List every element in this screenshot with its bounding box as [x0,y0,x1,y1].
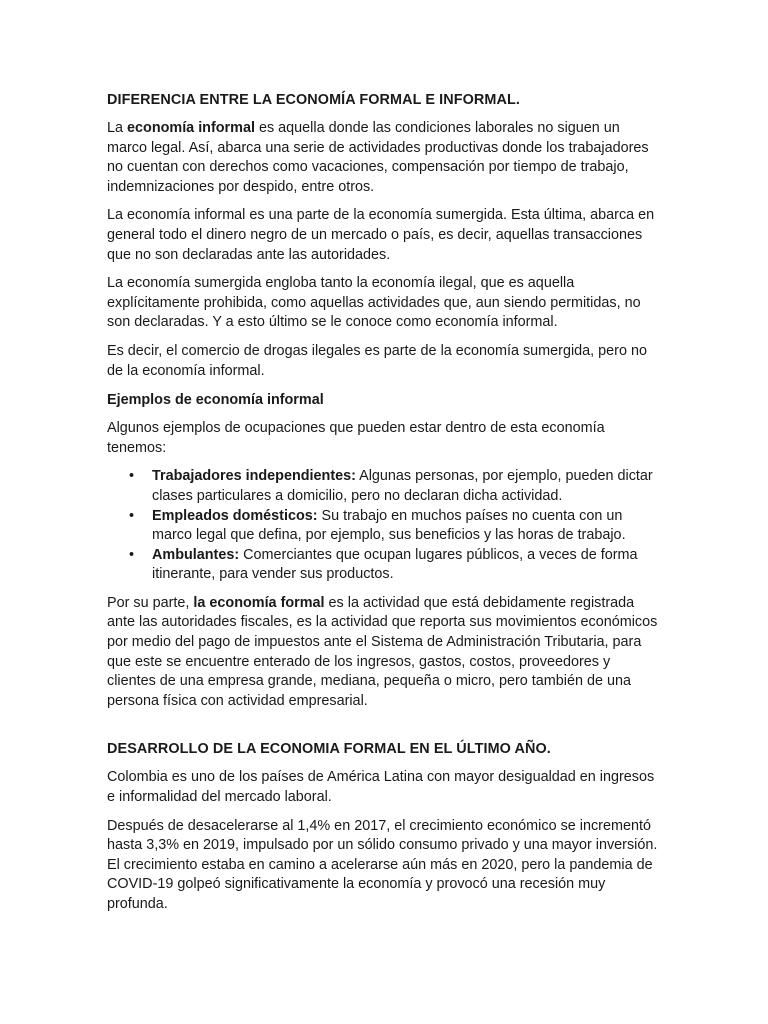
list-item [107,546,662,585]
p5-prefix: Por su parte, [107,594,194,611]
ilegal-paragraph: La economía sumergida engloba tanto la economía ilegal, que es aquella explícitamente prohibida, como aquellas actividades que, aun siendo permitidas, no son declaradas. Y a esto último se le conoce como economía informal. [107,275,641,331]
formal-term: la economía formal [193,594,325,611]
section1-title: DIFERENCIA ENTRE LA ECONOMÍA FORMAL E INFORMAL. [107,92,520,108]
examples-title: Ejemplos de economía informal [107,392,324,409]
p1-rest: es aquella donde las condiciones laborales no siguen un marco legal. Así, abarca una serie de actividades productivas donde los trabajadores no cuentan con derechos como vacaciones, compensación por tiempo de trabajo, indemnizaciones por despido, entre otros. [107,120,649,195]
crecimiento-paragraph: Después de desacelerarse al 1,4% en 2017, el crecimiento económico se incrementó hasta 3,3% en 2019, impulsado por un sólido consumo privado y una mayor inversión. El crecimiento estaba en camino a acelerarse aún más en 2020, pero la pandemia de COVID-19 golpeó significativamente la economía y provocó una recesión muy profunda. [107,817,658,912]
list-item [107,467,662,506]
bullet-icon: • [129,468,135,485]
p1-prefix: La [107,120,128,136]
formal-definition-paragraph [107,594,662,712]
section-gap [107,720,662,739]
bullet-icon: • [129,507,135,524]
list-item-text: Comerciantes que ocupan lugares públicos, a veces de forma itinerante, para vender sus productos. [152,546,638,583]
list-item-text: Su trabajo en muchos países no cuenta con un marco legal que defina, por ejemplo, sus beneficios y las horas de trabajo. [152,507,626,544]
list-item-term: Trabajadores independientes: [152,468,356,485]
colombia-paragraph: Colombia es uno de los países de América Latina con mayor desigualdad en ingresos e informalidad del mercado laboral. [107,769,655,806]
list-item-text: Algunas personas, por ejemplo, pueden dictar clases particulares a domicilio, pero no declaran dicha actividad. [152,468,653,504]
list-item [107,507,662,546]
informal-definition-paragraph [107,119,662,197]
informal-term: economía informal [127,120,255,136]
list-item-term: Ambulantes: [152,546,240,563]
drogas-paragraph: Es decir, el comercio de drogas ilegales es parte de la economía sumergida, pero no de la economía informal. [107,342,647,379]
p5-rest: es la actividad que está debidamente registrada ante las autoridades fiscales, es la actividad que reporta sus movimientos económicos por medio del pago de impuestos ante el Sistema de Administración Tributaria, para que este se encuentre enterado de los ingresos, gastos, costos, proveedores y clientes de una empresa grande, mediana, pequeña o micro, pero también de una persona física con actividad empresarial. [107,594,658,709]
bullet-icon: • [129,546,135,563]
examples-list [107,467,662,585]
sumergida-paragraph: La economía informal es una parte de la economía sumergida. Esta última, abarca en general todo el dinero negro de un mercado o país, es decir, aquellas transacciones que no son declaradas ante las autoridades. [107,207,655,263]
examples-intro: Algunos ejemplos de ocupaciones que pueden estar dentro de esta economía tenemos: [107,420,605,456]
document-page [107,90,662,924]
list-item-term: Empleados domésticos: [152,507,318,524]
section2-title: DESARROLLO DE LA ECONOMIA FORMAL EN EL ÚLTIMO AÑO. [107,741,551,758]
